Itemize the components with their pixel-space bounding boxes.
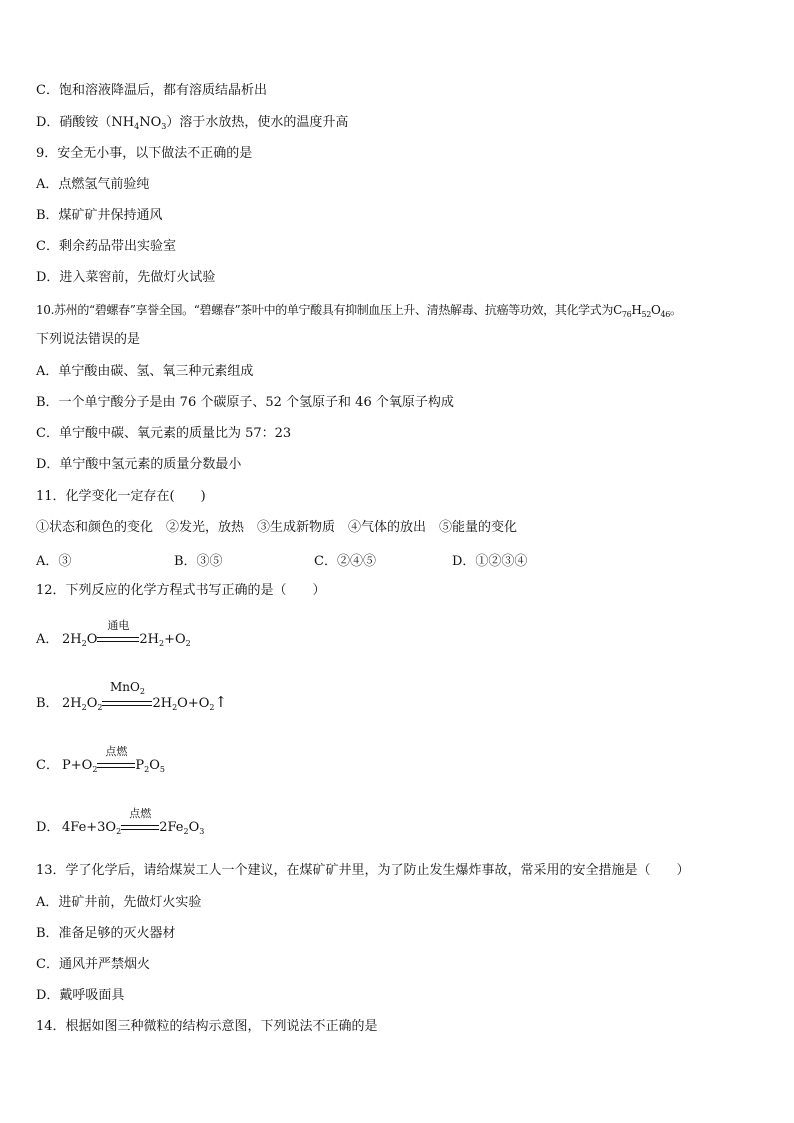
q13-stem: 13．学了化学后，请给煤炭工人一个建议，在煤矿矿井里，为了防止发生爆炸事故，常采用的安全措施是（ ） [36,863,690,878]
q10-stem-line2: 下列说法错误的是 [36,332,141,347]
q12-a-label: A． [36,632,59,647]
q11-option-d: D．①②③④ [452,554,528,569]
q12-equation-c: C． $P+O_2$ 点燃 $P_2O_5$ [36,745,166,774]
q10-option-b: B．一个单宁酸分子是由 76 个碳原子、52 个氢原子和 46 个氧原子构成 [36,395,454,410]
q11-option-b: B．③⑤ [174,554,223,569]
q12-a-arrow [97,619,139,647]
q12-c-label: C． [36,758,59,773]
q13-option-c: C．通风并严禁烟火 [36,957,150,972]
q12-c-condition: 点燃 [105,745,128,758]
q11-stem: 11．化学变化一定存在( ) [36,489,206,504]
q12-d-arrow [121,807,159,835]
q12-d-label: D． [36,820,60,835]
q12-a-condition: 通电 [107,619,130,632]
q12-stem: 12．下列反应的化学方程式书写正确的是（ ） [36,583,326,598]
q12-b-label: B． [36,696,59,711]
q10-option-d: D．单宁酸中氢元素的质量分数最小 [36,457,242,472]
q10-option-a: A．单宁酸由碳、氢、氧三种元素组成 [36,364,254,379]
q9-option-b: B．煤矿矿井保持通风 [36,208,163,223]
q12-equation-a: A． $2H_2O$ 通电 $2H_2+O_2$ [36,619,191,648]
q12-equation-d: D． $4Fe+3O_2$ 点燃 $2Fe_2O_3$ [36,807,205,836]
q11-option-c: C．②④⑤ [314,554,376,569]
q9-stem: 9．安全无小事，以下做法不正确的是 [36,146,253,161]
q12-c-arrow [97,745,135,773]
q8-option-d: D．硝酸铵$(NH_4NO_3)$溶于水放热，使水的温度升高 [36,115,349,131]
q12-equation-b: B． $2H_2O_2$ MnO$_2$ $2H_2O+O_2↑$ [36,680,228,712]
q9-option-a: A．点燃氢气前验纯 [36,177,150,192]
q12-b-arrow [102,680,152,711]
q12-b-condition: MnO$_2$ [109,680,145,696]
q14-stem: 14．根据如图三种微粒的结构示意图，下列说法不正确的是 [36,1019,378,1034]
q8-option-c: C．饱和溶液降温后，都有溶质结晶析出 [36,83,267,98]
q9-option-c: C．剩余药品带出实验室 [36,239,176,254]
q13-option-d: D．戴呼吸面具 [36,988,125,1003]
q9-option-d: D．进入菜窖前，先做灯火试验 [36,270,216,285]
q13-option-a: A．进矿井前，先做灯火实验 [36,895,202,910]
q10-stem: 10.苏州的“碧螺春”享誉全国。“碧螺春”茶叶中的单宁酸具有抑制血压上升、清热解毒、抗癌等功效，其化学式为$C_{76}H_{52}O_{46}$。 [36,303,682,319]
q12-d-condition: 点燃 [129,807,152,820]
q13-option-b: B．准备足够的灭火器材 [36,926,176,941]
q10-option-c: C．单宁酸中碳、氧元素的质量比为 57：23 [36,426,292,441]
q11-items: ①状态和颜色的变化 ②发光，放热 ③生成新物质 ④气体的放出 ⑤能量的变化 [36,520,518,535]
q11-option-a: A．③ [36,554,72,569]
